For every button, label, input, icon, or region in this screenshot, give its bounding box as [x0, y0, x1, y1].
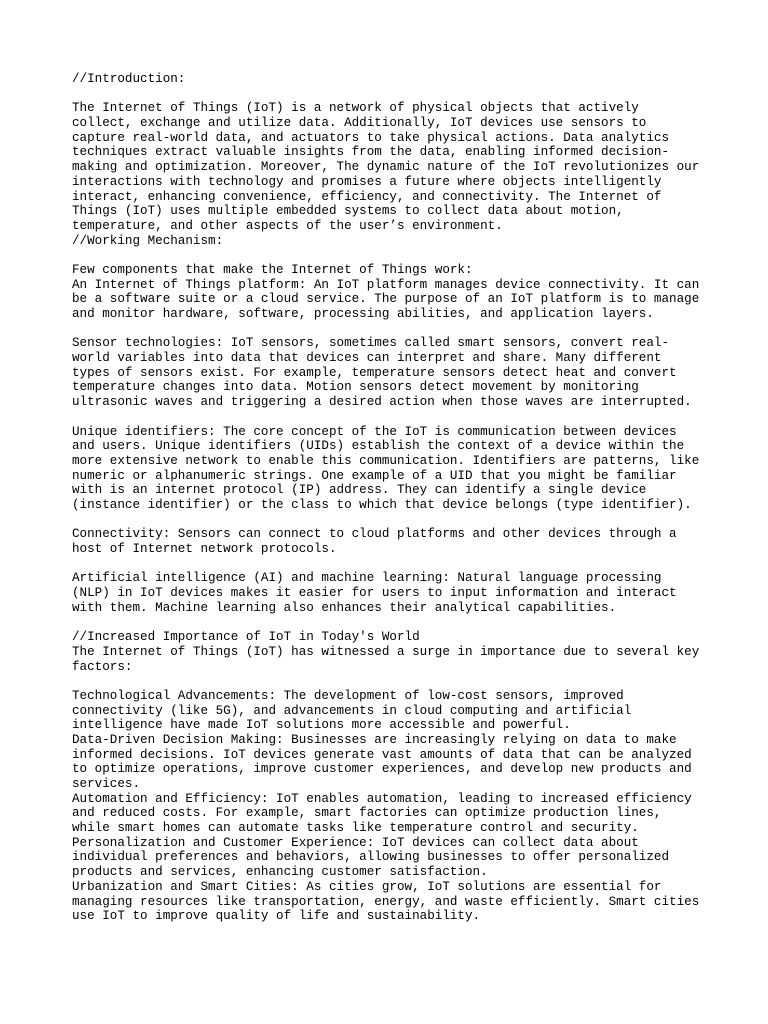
document-line: Urbanization and Smart Cities: As cities grow, IoT solutions are essential for — [72, 879, 662, 894]
document-line: Data-Driven Decision Making: Businesses are increasingly relying on data to make — [72, 732, 677, 747]
document-line — [72, 674, 712, 689]
document-line: factors: — [72, 659, 133, 674]
document-line: to optimize operations, improve customer experiences, and develop new products and — [72, 762, 692, 777]
document-line: An Internet of Things platform: An IoT platform manages device connectivity. It can — [72, 277, 700, 292]
document-line: Connectivity: Sensors can connect to cloud platforms and other devices through a — [72, 527, 677, 542]
document-line: techniques extract valuable insights from the data, enabling informed decision- — [72, 145, 670, 160]
document-line: Technological Advancements: The development of low-cost sensors, improved — [72, 688, 624, 703]
document-line: capture real-world data, and actuators to take physical actions. Data analytics — [72, 130, 670, 145]
document-line: services. — [72, 777, 141, 791]
document-page — [72, 72, 712, 924]
document-line: (NLP) in IoT devices makes it easier for users to input information and interact — [72, 586, 677, 601]
document-line — [72, 557, 712, 572]
document-line: with them. Machine learning also enhances their analytical capabilities. — [72, 600, 617, 615]
document-line: connectivity (like 5G), and advancements in cloud computing and artificial — [72, 703, 632, 718]
document-line: while smart homes can automate tasks like temperature control and security. — [72, 821, 639, 836]
document-line: Unique identifiers: The core concept of the IoT is communication between devices — [72, 424, 677, 439]
document-line: temperature, and other aspects of the user’s environment. — [72, 218, 503, 233]
document-line: managing resources like transportation, energy, and waste efficiently. Smart cities — [72, 894, 700, 909]
document-line: Personalization and Customer Experience: IoT devices can collect data about — [72, 835, 639, 850]
document-line — [72, 322, 712, 337]
document-line: temperature changes into data. Motion sensors detect movement by monitoring — [72, 380, 639, 395]
document-line: individual preferences and behaviors, allowing businesses to offer personalized — [72, 850, 670, 865]
document-line: and users. Unique identifiers (UIDs) establish the context of a device within the — [72, 439, 685, 454]
document-line: more extensive network to enable this communication. Identifiers are patterns, like — [72, 453, 700, 468]
document-line: The Internet of Things (IoT) is a network of physical objects that actively — [72, 101, 639, 116]
document-line: //Working Mechanism: — [72, 233, 224, 248]
document-line: collect, exchange and utilize data. Additionally, IoT devices use sensors to — [72, 116, 647, 131]
document-line: Artificial intelligence (AI) and machine learning: Natural language processing — [72, 571, 662, 586]
document-line: The Internet of Things (IoT) has witnessed a surge in importance due to several key — [72, 644, 700, 659]
document-line: be a software suite or a cloud service. The purpose of an IoT platform is to manage — [72, 292, 700, 307]
document-line: (instance identifier) or the class to which that device belongs (type identifier). — [72, 497, 692, 512]
document-line — [72, 410, 712, 425]
document-line: numeric or alphanumeric strings. One example of a UID that you might be familiar — [72, 468, 677, 483]
document-line: and reduced costs. For example, smart factories can optimize production lines, — [72, 806, 662, 821]
document-line — [72, 513, 712, 528]
document-line: host of Internet network protocols. — [72, 542, 337, 556]
document-line: with is an internet protocol (IP) address. They can identify a single device — [72, 483, 647, 498]
document-line: Sensor technologies: IoT sensors, sometimes called smart sensors, convert real- — [72, 336, 670, 351]
document-line: //Increased Importance of IoT in Today's World — [72, 630, 420, 645]
document-line: ultrasonic waves and triggering a desired action when those waves are interrupted. — [72, 395, 692, 410]
document-line: //Introduction: — [72, 72, 186, 86]
document-line: Few components that make the Internet of Things work: — [72, 262, 473, 277]
document-line: intelligence have made IoT solutions more accessible and powerful. — [72, 718, 571, 733]
document-line: products and services, enhancing customer satisfaction. — [72, 865, 488, 880]
document-line: Automation and Efficiency: IoT enables automation, leading to increased efficiency — [72, 791, 692, 806]
document-line: Things (IoT) uses multiple embedded systems to collect data about motion, — [72, 204, 624, 219]
document-line: interact, enhancing convenience, efficiency, and connectivity. The Internet of — [72, 189, 662, 204]
document-line: informed decisions. IoT devices generate vast amounts of data that can be analyzed — [72, 747, 692, 762]
document-line: use IoT to improve quality of life and sustainability. — [72, 909, 481, 924]
document-line: world variables into data that devices can interpret and share. Many different — [72, 351, 662, 366]
document-line: making and optimization. Moreover, The dynamic nature of the IoT revolutionizes our — [72, 160, 700, 175]
document-line — [72, 615, 712, 630]
document-line — [72, 248, 712, 263]
document-line — [72, 87, 712, 102]
document-line: types of sensors exist. For example, temperature sensors detect heat and convert — [72, 365, 677, 380]
document-line: and monitor hardware, software, processing abilities, and application layers. — [72, 307, 654, 321]
document-line: interactions with technology and promises a future where objects intelligently — [72, 174, 662, 189]
